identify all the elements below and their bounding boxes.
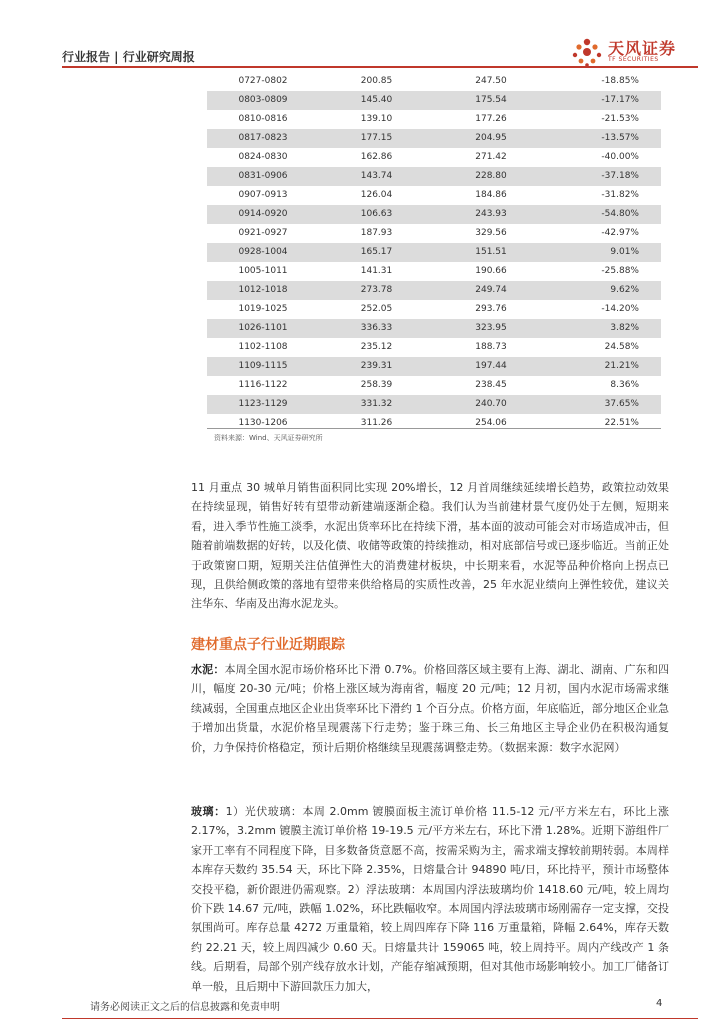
week-cell: 1123-1129: [207, 395, 319, 414]
value-cell-b: 271.42: [475, 152, 507, 162]
value-cell-b: 188.73: [475, 342, 507, 352]
value-cell-a: 336.33: [319, 319, 434, 338]
change-cell: 3.82%: [548, 319, 661, 338]
cement-paragraph: [191, 660, 669, 757]
value-cell-a: 165.17: [319, 243, 434, 262]
week-cell: 0921-0927: [238, 228, 288, 238]
table-row: [207, 338, 661, 357]
change-cell: -37.18%: [548, 167, 661, 186]
value-cell-b: 293.76: [475, 304, 507, 314]
table-row: [207, 167, 661, 186]
week-cell: 1130-1206: [238, 418, 288, 428]
change-cell: 24.58%: [604, 342, 639, 352]
value-cell-b: 228.80: [434, 167, 548, 186]
value-cell-a: 235.12: [360, 342, 393, 352]
value-cell-a: 239.31: [319, 357, 434, 376]
value-cell-a: 139.10: [360, 114, 393, 124]
change-cell: 9.62%: [548, 281, 661, 300]
week-cell: 1019-1025: [238, 304, 288, 314]
week-cell: 0928-1004: [207, 243, 319, 262]
value-cell-b: 190.66: [475, 266, 507, 276]
week-cell: 0907-0913: [238, 190, 288, 200]
week-cell: 1102-1108: [238, 342, 288, 352]
change-cell: 8.36%: [610, 380, 639, 390]
logo-subtext: TF SECURITIES: [608, 56, 659, 63]
value-cell-b: 238.45: [475, 380, 507, 390]
change-cell: -40.00%: [601, 152, 639, 162]
value-cell-a: 200.85: [360, 76, 393, 86]
company-logo: [564, 36, 694, 68]
value-cell-b: 184.86: [475, 190, 507, 200]
change-cell: -17.17%: [548, 91, 661, 110]
week-cell: 0824-0830: [238, 152, 288, 162]
table-bottom-rule: [207, 428, 661, 429]
table-row: [207, 357, 661, 376]
summary-paragraph: 11 月重点 30 城单月销售面积同比实现 20%增长，12 月首周继续延续增长趋势，政策拉动效果在持续显现，销售好转有望带动新建端逐渐企稳。我们认为当前建材景气度仍处于左侧，短期来看，进入季节性施工淡季，水泥出货率环比在持续下滑，基本面的波动可能会对市场造成冲击，但随着前端数据的好转，以及化债、收储等政策的持续推动，相对底部信号或已逐步临近。当前正处于政策窗口期，短期关注估值弹性大的消费建材板块，中长期来看，水泥等品种价格向上拐点已现，且供给侧政策的落地有望带来供给格局的实质性改善，25 年水泥业绩向上弹性较优，建议关注华东、华南及出海水泥龙头。: [191, 481, 669, 611]
change-cell: 9.01%: [548, 243, 661, 262]
value-cell-b: 204.95: [434, 129, 548, 148]
table-row: [207, 395, 661, 414]
week-cell: 1005-1011: [238, 266, 288, 276]
value-cell-b: 240.70: [434, 395, 548, 414]
week-cell: 0810-0816: [238, 114, 288, 124]
table-source: 资料来源：Wind、天风证券研究所: [214, 434, 323, 442]
value-cell-a: 252.05: [360, 304, 393, 314]
change-cell: 21.21%: [548, 357, 661, 376]
week-cell: 1012-1018: [207, 281, 319, 300]
value-cell-a: 162.86: [360, 152, 393, 162]
value-cell-a: 126.04: [360, 190, 393, 200]
value-cell-a: 331.32: [319, 395, 434, 414]
table-row: [207, 414, 661, 433]
change-cell: -42.97%: [601, 228, 639, 238]
report-category: 行业报告 | 行业研究周报: [62, 50, 195, 64]
change-cell: -21.53%: [601, 114, 639, 124]
change-cell: -13.57%: [548, 129, 661, 148]
week-cell: 1116-1122: [238, 380, 288, 390]
value-cell-a: 187.93: [360, 228, 393, 238]
value-cell-a: 273.78: [319, 281, 434, 300]
table-row: [207, 186, 661, 205]
week-cell: 0817-0823: [207, 129, 319, 148]
value-cell-a: 177.15: [319, 129, 434, 148]
change-cell: -31.82%: [601, 190, 639, 200]
table-row: [207, 300, 661, 319]
change-cell: 37.65%: [548, 395, 661, 414]
table-row: [207, 224, 661, 243]
value-cell-a: 141.31: [360, 266, 393, 276]
week-cell: 0727-0802: [238, 76, 288, 86]
value-cell-b: 243.93: [434, 205, 548, 224]
page-header: [62, 36, 698, 66]
table-row: [207, 110, 661, 129]
value-cell-b: 247.50: [475, 76, 507, 86]
table-row: [207, 281, 661, 300]
value-cell-a: 258.39: [360, 380, 393, 390]
table-row: [207, 129, 661, 148]
value-cell-a: 106.63: [319, 205, 434, 224]
value-cell-b: 197.44: [434, 357, 548, 376]
table-row: [207, 91, 661, 110]
glass-paragraph: [191, 802, 669, 996]
glass-label: 玻璃：: [191, 805, 226, 818]
logo-mark-icon: [570, 36, 604, 68]
footer-divider: [62, 1018, 698, 1019]
value-cell-a: 143.74: [319, 167, 434, 186]
value-cell-a: 145.40: [319, 91, 434, 110]
table-row: [207, 243, 661, 262]
cement-label: 水泥：: [191, 663, 225, 676]
logo-text: 天风证券: [608, 39, 677, 58]
value-cell-b: 329.56: [475, 228, 507, 238]
table-row: [207, 262, 661, 281]
value-cell-b: 254.06: [475, 418, 507, 428]
header-divider: [62, 66, 698, 68]
change-cell: 22.51%: [604, 418, 639, 428]
week-cell: 1109-1115: [207, 357, 319, 376]
change-cell: -54.80%: [548, 205, 661, 224]
section-title: 建材重点子行业近期跟踪: [191, 637, 345, 653]
week-cell: 1026-1101: [207, 319, 319, 338]
week-cell: 0914-0920: [207, 205, 319, 224]
footer-disclaimer: 请务必阅读正文之后的信息披露和免责申明: [90, 1002, 280, 1013]
table-row: [207, 319, 661, 338]
value-cell-b: 323.95: [434, 319, 548, 338]
value-cell-b: 151.51: [434, 243, 548, 262]
value-cell-a: 311.26: [360, 418, 393, 428]
table-row: [207, 205, 661, 224]
week-cell: 0803-0809: [207, 91, 319, 110]
glass-text: 1）光伏玻璃：本周 2.0mm 镀膜面板主流订单价格 11.5-12 元/平方米左右，环比上涨 2.17%，3.2mm 镀膜主流订单价格 19-19.5 元/平方米左右，环比下滑 1.28%。近期下游组件厂家开工率有不同程度下降，目多数备货意愿不高，按需采购为主，需求端支撑较前期转弱。本周样本库存天数约 35.54 天，环比下降 2.35%，日熔量合计 94890 吨/日，环比持平，预计市场整体交投平稳，新价跟进仍需观察。2）浮法玻璃：本周国内浮法玻璃均价 1418.60 元/吨，较上周均价下跌 14.67 元/吨，跌幅 1.02%，环比跌幅收窄。本周国内浮法玻璃市场刚需存一定支撑，交投氛围尚可。库存总量 4272 万重量箱，较上周四库存下降 116 万重量箱，降幅 2.64%，库存天数约 22.21 天，较上周四减少 0.60 天。日熔量共计 159065 吨，较上周持平。周内产线改产 1 条线。后期看，局部个别产线存放水计划，产能存缩减预期，但对其他市场影响较小。加工厂储备订单一般，且后期中下游回款压力加大，: [191, 805, 670, 993]
change-cell: -14.20%: [601, 304, 639, 314]
cement-text: 本周全国水泥市场价格环比下滑 0.7%。价格回落区域主要有上海、湖北、湖南、广东和四川，幅度 20-30 元/吨；价格上涨区域为海南省，幅度 20 元/吨；12 月初，国内水泥市场需求继续减弱，全国重点地区企业出货率环比下滑约 1 个百分点。价格方面，年底临近，部分地区企业急于增加出货量，水泥价格呈现震荡下行走势；鉴于珠三角、长三角地区主导企业仍在积极沟通复价，力争保持价格稳定，预计后期价格继续呈现震荡调整走势。（数据来源：数字水泥网）: [191, 663, 669, 754]
value-cell-b: 175.54: [434, 91, 548, 110]
table-row: [207, 148, 661, 167]
page-number: 4: [656, 998, 663, 1009]
value-cell-b: 177.26: [475, 114, 507, 124]
change-cell: -18.85%: [601, 76, 639, 86]
data-table: [207, 72, 661, 433]
week-cell: 0831-0906: [207, 167, 319, 186]
change-cell: -25.88%: [601, 266, 639, 276]
table-row: [207, 72, 661, 91]
value-cell-b: 249.74: [434, 281, 548, 300]
table-row: [207, 376, 661, 395]
